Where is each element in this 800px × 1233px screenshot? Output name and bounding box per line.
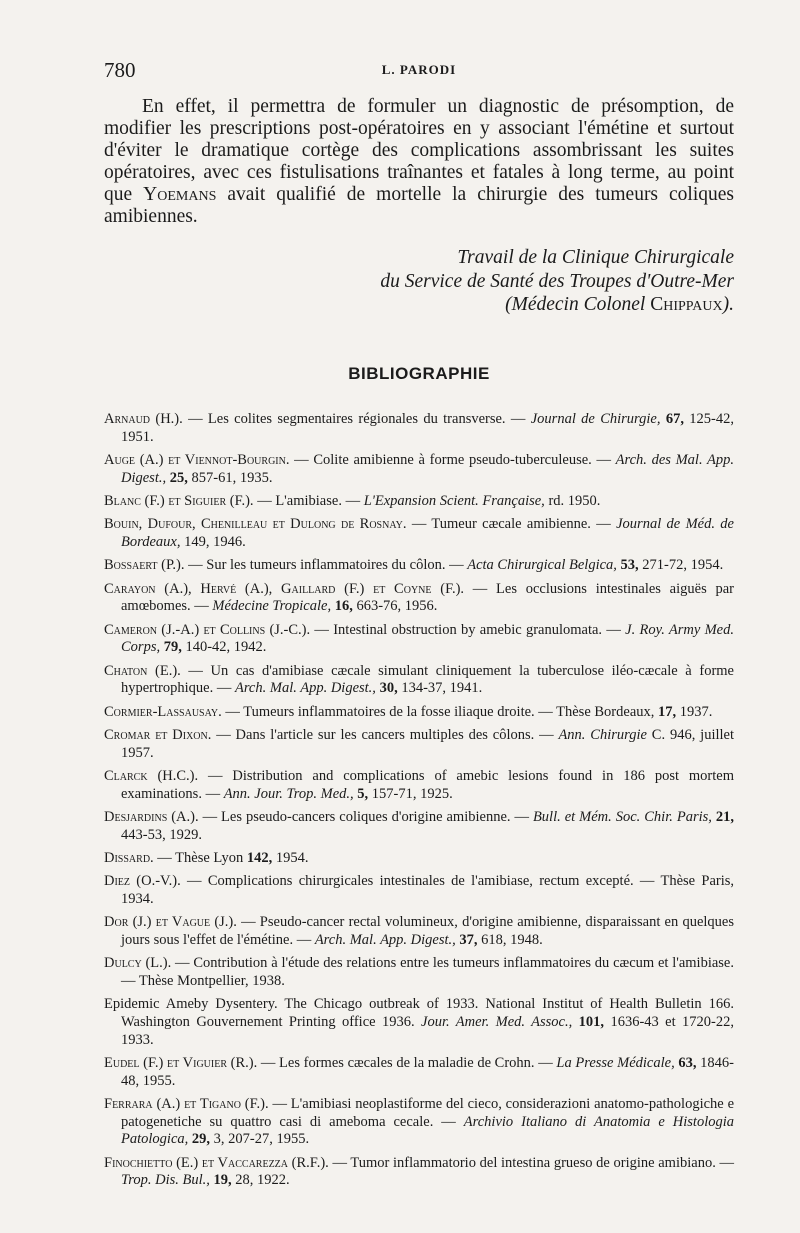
entry-text: — Colite amibienne à forme pseudo-tuberculeuse. — (289, 451, 616, 468)
entry-text: — Intestinal obstruction by amebic granulomata. — (310, 621, 626, 638)
entry-authors: Cormier-Lassausay. (104, 703, 222, 720)
entry-volume: 29, (188, 1131, 211, 1148)
bibliography-entry (104, 809, 734, 844)
entry-authors: Desjardins (A.). (104, 809, 199, 826)
credit-suffix: ). (722, 294, 734, 315)
entry-details: 157-71, 1925. (368, 785, 453, 802)
entry-journal: Arch. Mal. App. Digest., (234, 680, 376, 697)
entry-journal: Archivio Italiano di Anatomia e Histologia Patologica, (121, 1113, 735, 1148)
entry-details: 125-42, 1951. (121, 411, 734, 445)
entry-journal: Bull. et Mém. Soc. Chir. Paris, (532, 809, 712, 826)
bibliography-entry (104, 914, 734, 949)
intro-text-end: avait qualifié de mortelle la chirurgie des tumeurs coliques amibiennes. (104, 184, 734, 227)
entry-volume: 67, (660, 411, 684, 427)
entry-text: Epidemic Ameby Dysentery. The Chicago outbreak of 1933. National Institut of Health Bulletin 166. Washington Gouvernement Printing office 1936. (104, 996, 734, 1030)
bibliography-entry (104, 996, 734, 1049)
entry-authors: Ferrara (A.) et Tigano (F.). (104, 1095, 269, 1112)
entry-authors: Blanc (F.) et Siguier (F.). (104, 492, 254, 509)
entry-text: — Les pseudo-cancers coliques d'origine amibienne. — (198, 809, 533, 826)
entry-volume: 79, (160, 639, 182, 656)
entry-details: 3, 207-27, 1955. (210, 1131, 310, 1148)
entry-details: C. 946, juillet 1957. (121, 727, 735, 761)
entry-journal: Ann. Jour. Trop. Med., (223, 785, 354, 802)
bibliography-entry (104, 850, 734, 868)
bibliography-entry (104, 622, 734, 657)
entry-details: 1937. (676, 703, 713, 720)
bibliography-entry (104, 727, 734, 762)
entry-authors: Carayon (A.), Hervé (A.), Gaillard (F.) et Coyne (F.). (104, 580, 465, 597)
entry-volume: 63, (674, 1054, 697, 1071)
entry-volume: 37, (455, 932, 478, 948)
bibliography-entry (104, 873, 734, 908)
entry-volume: 101, (572, 1013, 605, 1030)
entry-volume: 30, (375, 680, 398, 697)
entry-details: 134-37, 1941. (397, 680, 483, 697)
credit-prefix: (Médecin Colonel (505, 294, 651, 315)
entry-authors: Arnaud (H.). (104, 411, 183, 427)
bibliography-entry (104, 516, 734, 551)
bibliography-entry (104, 557, 734, 575)
entry-journal: Arch. des Mal. App. Digest., (121, 451, 734, 486)
entry-details: 443-53, 1929. (121, 826, 202, 843)
entry-details: 140-42, 1942. (181, 639, 267, 656)
bibliography-entry (104, 704, 734, 722)
entry-text: — Les colites segmentaires régionales du transverse. — (182, 411, 531, 427)
entry-volume: 25, (166, 469, 188, 486)
entry-text: — Contribution à l'étude des relations entre les tumeurs inflammatoires du cæcum et l'amibiase. — Thèse Montpellier, 1938. (121, 955, 734, 989)
entry-text: — Complications chirurgicales intestinales de l'amibiase, rectum excepté. — Thèse Paris, 1934. (121, 873, 735, 908)
entry-authors: Dor (J.) et Vague (J.). (104, 914, 237, 931)
entry-journal: Arch. Mal. App. Digest., (314, 932, 456, 948)
entry-journal: Journal de Méd. de Bordeaux, (121, 516, 734, 550)
entry-volume: 17, (658, 703, 677, 720)
entry-details: rd. 1950. (544, 492, 601, 509)
entry-journal: Ann. Chirurgie (558, 727, 647, 744)
entry-volume: 53, (616, 557, 639, 574)
bibliography-entry (104, 1096, 734, 1149)
entry-authors: Dissard. (104, 850, 154, 867)
entry-journal: La Presse Médicale, (556, 1054, 675, 1071)
entry-details: 663-76, 1956. (352, 598, 438, 615)
institution-credit (290, 246, 734, 317)
entry-details: 857-61, 1935. (187, 469, 273, 486)
entry-details: 28, 1922. (231, 1172, 290, 1189)
bibliography-entry (104, 581, 734, 616)
bibliography-entry (104, 663, 734, 698)
entry-authors: Diez (O.-V.). (104, 873, 181, 890)
bibliography-list (104, 411, 734, 1196)
entry-text: — Sur les tumeurs inflammatoires du côlon. — (184, 557, 468, 574)
entry-details: 618, 1948. (477, 932, 543, 948)
page-header (104, 58, 734, 82)
intro-text-start: En effet, il permettra de formuler un diagnostic de présomption, de modifier les prescriptions post-opératoires en y associant l'émétine et surtout d'éviter le dramatique cortège des complications assombrissant les suites opératoires, avec ces fistulisations traînantes et fatales à long terme, au point que (104, 96, 734, 205)
entry-text: — Les occlusions intestinales aiguës par amœbomes. — (121, 580, 734, 615)
entry-details: 149, 1946. (180, 533, 246, 550)
entry-authors: Cameron (J.-A.) et Collins (J.-C.). (104, 621, 311, 638)
entry-authors: Eudel (F.) et Viguier (R.). (104, 1054, 258, 1071)
bibliography-entry (104, 452, 734, 487)
entry-details: 1636-43 et 1720-22, 1933. (121, 1013, 735, 1048)
entry-text: — Pseudo-cancer rectal volumineux, d'origine amibienne, disparaissant en quelques jours sous l'effet de l'émétine. — (121, 914, 734, 948)
entry-volume: 142, (246, 850, 273, 867)
entry-volume: 21, (711, 809, 734, 826)
credit-line-3 (290, 293, 734, 317)
bibliography-entry (104, 411, 734, 446)
entry-authors: Chaton (E.). (104, 662, 181, 679)
entry-journal: Jour. Amer. Med. Assoc., (421, 1013, 573, 1030)
entry-journal: Acta Chirurgical Belgica, (467, 557, 617, 574)
entry-volume: 5, (353, 785, 369, 802)
entry-journal: Médecine Tropicale, (212, 598, 332, 615)
entry-text: — Un cas d'amibiase cæcale simulant cliniquement la tuberculose iléo-cæcale à forme hypertrophique. — (121, 662, 734, 697)
entry-text: — Tumeur cæcale amibienne. — (406, 516, 617, 533)
entry-journal: Journal de Chirurgie, (530, 411, 661, 427)
entry-authors: Bossaert (P.). (104, 557, 185, 574)
entry-authors: Bouin, Dufour, Chenilleau et Dulong de Rosnay. (104, 516, 407, 533)
credit-line-1: Travail de la Clinique Chirurgicale (457, 247, 734, 268)
entry-details: 1954. (272, 850, 309, 867)
credit-line-2: du Service de Santé des Troupes d'Outre-Mer (380, 270, 734, 292)
page-number: 780 (104, 58, 136, 82)
entry-text: — L'amibiasi neoplastiforme del cieco, considerazioni anatomo-pathologiche e patogenetiche su quattro casi di ameboma cecale. — (121, 1095, 735, 1130)
bibliography-title: BIBLIOGRAPHIE (348, 364, 490, 383)
running-head: L. PARODI (381, 62, 457, 77)
entry-journal: L'Expansion Scient. Française, (363, 492, 545, 509)
cited-author: Yoemans (143, 184, 217, 205)
entry-journal: Trop. Dis. Bul., (121, 1172, 210, 1189)
entry-details: 1846-48, 1955. (121, 1054, 735, 1089)
credit-name: Chippaux (650, 294, 723, 315)
bibliography-entry (104, 493, 734, 511)
bibliography-entry (104, 768, 734, 803)
entry-authors: Clarck (H.C.). (104, 768, 199, 785)
bibliography-entry (104, 1155, 734, 1190)
entry-authors: Auge (A.) et Viennot-Bourgin. (104, 451, 290, 468)
entry-text: — Tumeurs inflammatoires de la fosse iliaque droite. — Thèse Bordeaux, (221, 703, 659, 720)
bibliography-entry (104, 1055, 734, 1090)
entry-details: 271-72, 1954. (638, 557, 724, 574)
entry-journal: J. Roy. Army Med. Corps, (121, 621, 734, 656)
entry-text: — Les formes cæcales de la maladie de Crohn. — (257, 1054, 557, 1071)
entry-text: — Tumor inflammatorio del intestina grueso de origine amibiano. — (328, 1154, 734, 1171)
entry-authors: Cromar et Dixon. (104, 727, 212, 744)
entry-volume: 19, (209, 1172, 232, 1189)
entry-text: — L'amibiase. — (253, 492, 364, 509)
entry-text: — Distribution and complications of amebic lesions found in 186 post mortem examinations. — (121, 768, 734, 802)
bibliography-entry (104, 955, 734, 990)
entry-text: — Thèse Lyon (153, 850, 247, 867)
entry-authors: Dulcy (L.). (104, 955, 172, 972)
entry-volume: 16, (331, 598, 353, 615)
entry-text: — Dans l'article sur les cancers multiples des côlons. — (211, 727, 559, 744)
intro-paragraph (104, 96, 734, 228)
entry-authors: Finochietto (E.) et Vaccarezza (R.F.). (104, 1154, 329, 1171)
